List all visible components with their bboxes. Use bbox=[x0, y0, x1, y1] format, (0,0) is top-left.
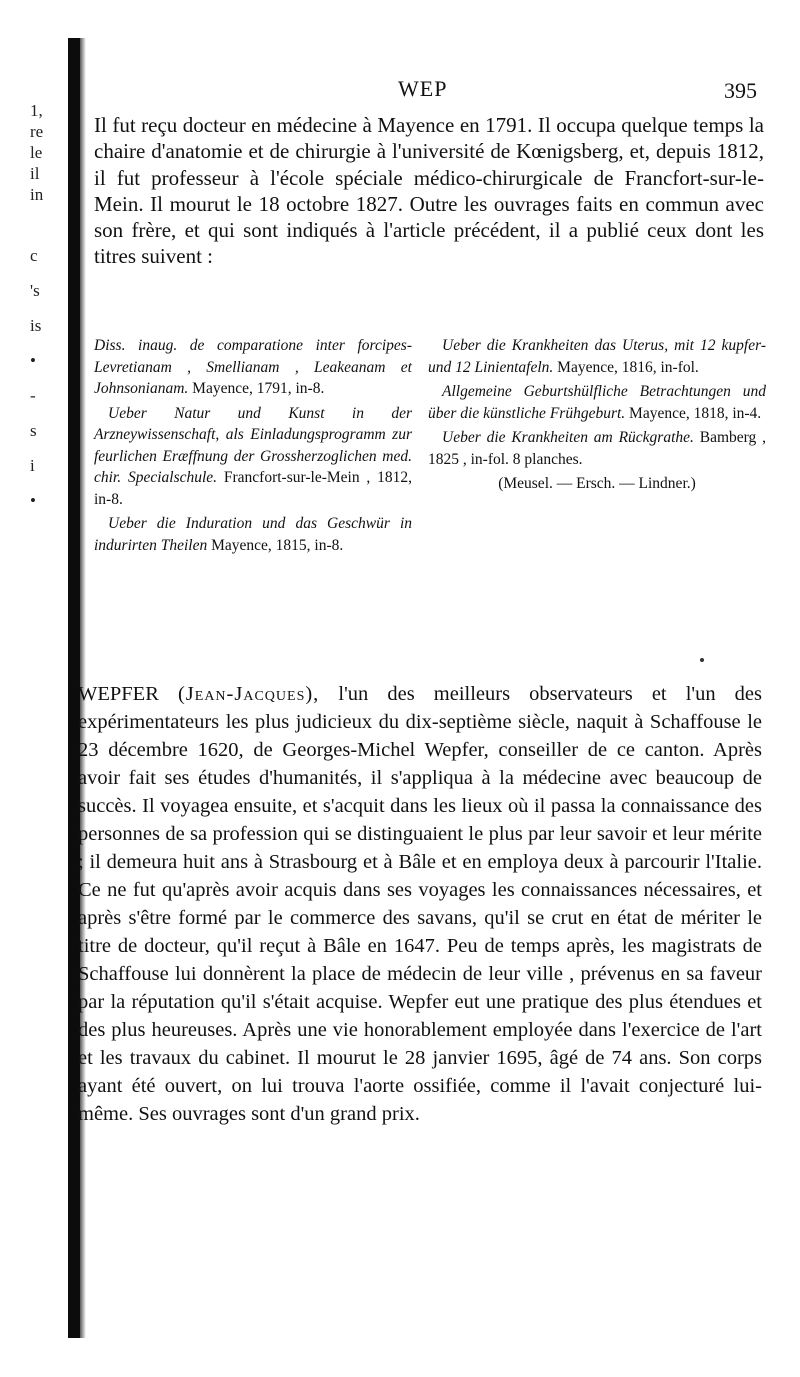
margin-fragment: c bbox=[30, 246, 38, 265]
margin-fragment: il bbox=[30, 164, 40, 183]
page-number: 395 bbox=[724, 78, 757, 103]
work-title: Ueber die Krankheiten das Uterus, mit 12 kupfer-und 12 Linientafeln. bbox=[428, 337, 766, 376]
bibliography-entry bbox=[94, 403, 412, 511]
work-imprint: Mayence, 1815, in-8. bbox=[211, 536, 344, 554]
facing-page-fragments bbox=[30, 100, 66, 511]
work-title: Ueber die Induration und das Geschwür in indurirten Theilen bbox=[94, 515, 412, 554]
bibliography-right-column bbox=[428, 335, 766, 498]
bibliography-entry bbox=[428, 381, 766, 424]
print-speck bbox=[700, 658, 704, 662]
bibliography-entry bbox=[94, 513, 412, 556]
margin-fragment: • bbox=[30, 491, 36, 510]
bibliography-sources: (Meusel. — Ersch. — Lindner.) bbox=[498, 475, 696, 492]
bibliography-entry bbox=[428, 427, 766, 470]
work-title: Ueber die Krankheiten am Rückgrathe. bbox=[442, 429, 694, 446]
work-imprint: Francfort-sur-le-Mein , 1812, in-8. bbox=[94, 469, 412, 508]
article-body: l'un des meilleurs observateurs et l'un des expérimentateurs les plus judicieux du dix-septième siècle, naquit à Schaffouse le 23 décembre 1620, de Georges-Michel Wepfer, conseiller de ce canton. Après avoir fait ses études d'humanités, il s'appliqua à la médecine avec beaucoup de succès. Il voyagea ensuite, et s'acquit dans les lieux où il passa la connaissance des personnes de sa profession qui se distinguaient le plus par leur savoir et leur mérite ; il demeura huit ans à Strasbourg et à Bâle et en employa deux à parcourir l'Italie. Ce ne fut qu'après avoir acquis dans ses voyages les connaissances nécessaires, et après s'être formé par le commerce des savans, qu'il se crut en état de mériter le titre de docteur, qu'il reçut à Bâle en 1647. Peu de temps après, les magistrats de Schaffouse lui donnèrent la place de médecin de leur ville , prévenus en sa faveur par la réputation qu'il s'était acquise. Wepfer eut une pratique des plus étendues et des plus heureuses. Après une vie honorablement employée dans l'exercice de l'art et les travaux du cabinet. Il mourut le 28 janvier 1695, âgé de 74 ans. Son corps ayant été ouvert, on lui trouva l'aorte ossifiée, comme il l'avait conjecturé lui-même. Ses ouvrages sont d'un grand prix. bbox=[78, 683, 762, 1125]
bibliography-entry bbox=[94, 335, 412, 400]
margin-fragment: re bbox=[30, 122, 44, 141]
margin-fragment: - bbox=[30, 386, 36, 405]
work-imprint: Mayence, 1791, in-8. bbox=[192, 380, 325, 397]
margin-fragment: s bbox=[30, 421, 37, 440]
work-title: Allgemeine Geburtshülfliche Betrachtungen und über die künstliche Frühgeburt. bbox=[428, 383, 766, 422]
margin-fragment: le bbox=[30, 143, 43, 162]
work-imprint: Bamberg , 1825 , in-fol. 8 planches. bbox=[428, 429, 766, 468]
running-head: WEP bbox=[398, 76, 448, 101]
intro-paragraph: Il fut reçu docteur en médecine à Mayence en 1791. Il occupa quelque temps la chaire d'anatomie et de chirurgie à l'université de Kœnigsberg, et, depuis 1812, il fut professeur à l'école spéciale médico-chirurgicale de Francfort-sur-le-Mein. Il mourut le 18 octobre 1827. Outre les ouvrages faits en commun avec son frère, et qui sont indiqués à l'article précédent, il a publié ceux dont les titres suivent : bbox=[94, 113, 764, 269]
article-wepfer bbox=[78, 680, 762, 1128]
margin-fragment: 1, bbox=[30, 101, 43, 120]
article-paragraph bbox=[78, 680, 762, 1128]
margin-fragment: i bbox=[30, 456, 35, 475]
work-imprint: Mayence, 1816, in-fol. bbox=[557, 358, 699, 376]
article-given-names: (Jean-Jacques), bbox=[177, 683, 320, 705]
margin-fragment: in bbox=[30, 185, 44, 204]
work-imprint: Mayence, 1818, in-4. bbox=[629, 404, 762, 422]
work-title: Ueber Natur und Kunst in der Arzneywissenschaft, als Einladungsprogramm zur feurlichen Eræffnung der Grossherzoglichen med. chir. Specialschule. bbox=[94, 404, 412, 486]
margin-fragment: • bbox=[30, 351, 36, 370]
work-title: Diss. inaug. de comparatione inter forcipes-Levretianam , Smellianam , Leakeanam et Johnsonianam. bbox=[94, 337, 412, 397]
margin-fragment: 's bbox=[30, 281, 40, 300]
bibliography-left-column bbox=[94, 335, 412, 559]
bibliography-entry bbox=[428, 335, 766, 378]
margin-fragment: is bbox=[30, 316, 42, 335]
article-headword: WEPFER bbox=[78, 683, 159, 705]
